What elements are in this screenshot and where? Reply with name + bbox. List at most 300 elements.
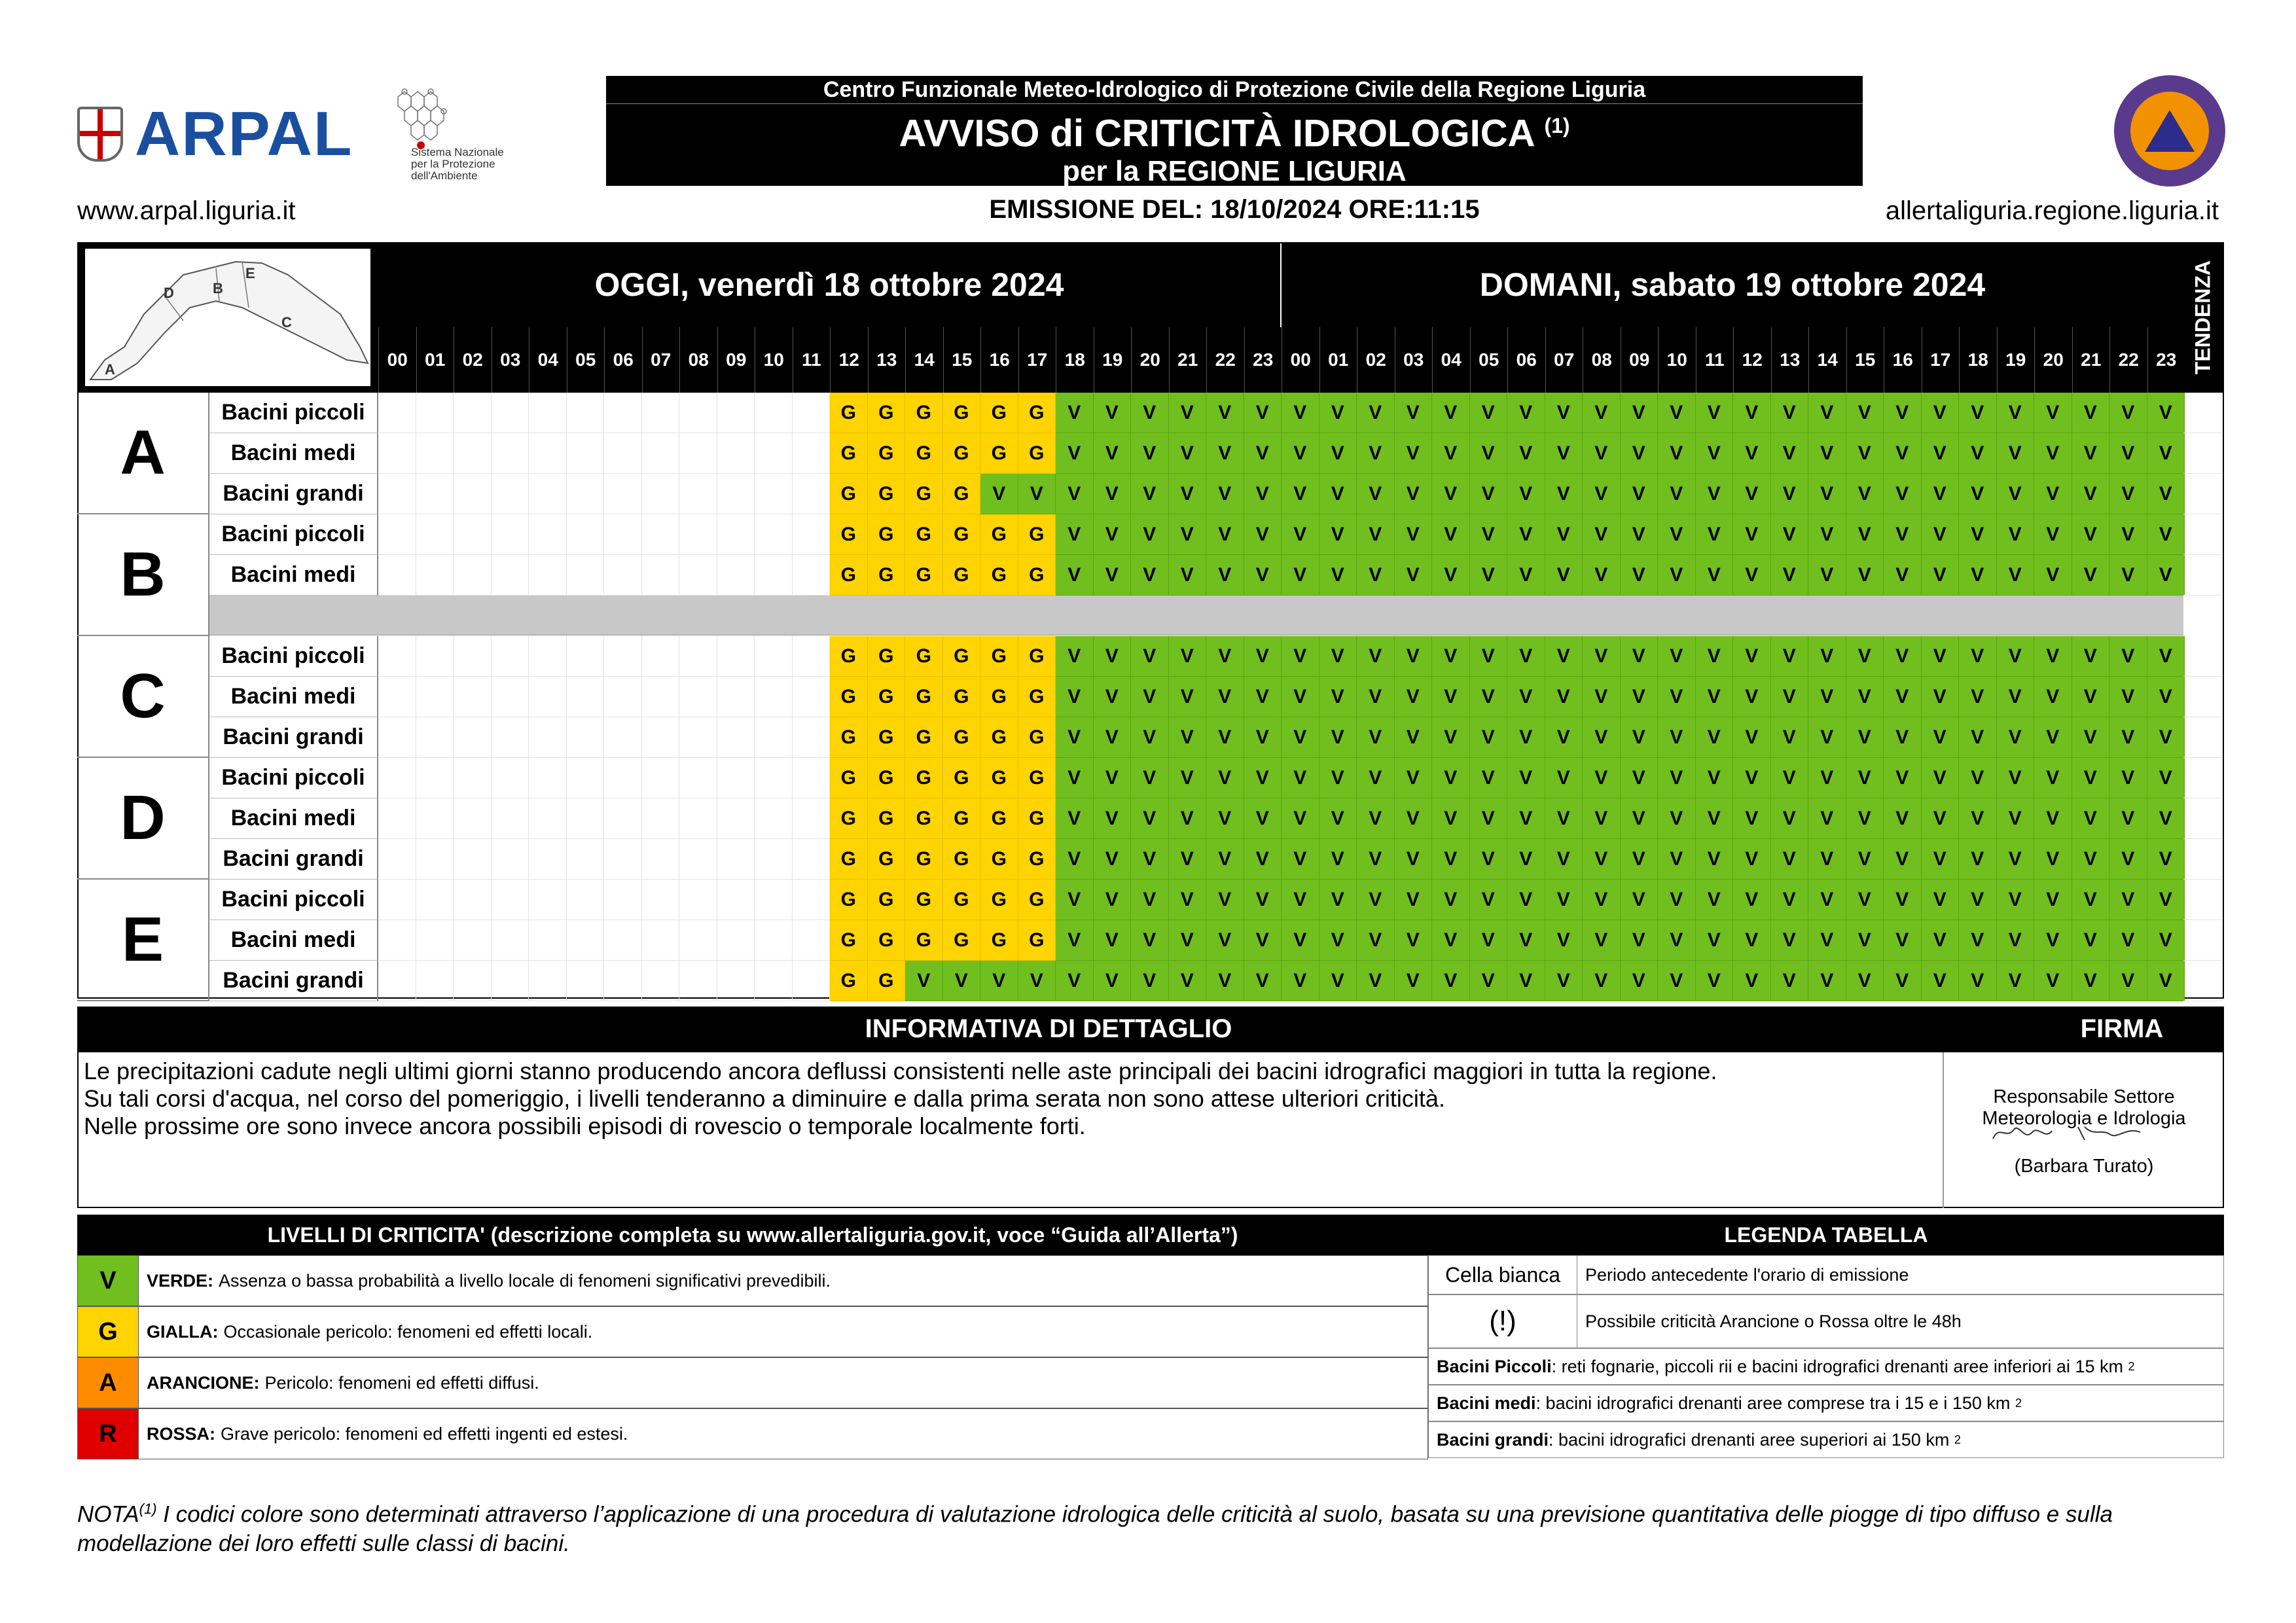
forecast-cell xyxy=(378,393,416,433)
legend-sup: 2 xyxy=(2128,1359,2135,1373)
forecast-cell: G xyxy=(905,393,943,433)
forecast-cell: V xyxy=(1959,677,1997,717)
forecast-cell: V xyxy=(1056,433,1094,474)
forecast-cell: V xyxy=(1244,717,1282,758)
forecast-cell: V xyxy=(1357,677,1395,717)
forecast-cell: V xyxy=(1018,961,1056,1001)
forecast-cell: V xyxy=(1846,717,1884,758)
forecast-cell xyxy=(604,393,642,433)
forecast-cell: V xyxy=(1094,636,1132,677)
info-header xyxy=(77,1007,2224,1052)
forecast-cell: G xyxy=(980,555,1018,596)
forecast-cell: V xyxy=(1997,920,2035,961)
forecast-cell: V xyxy=(1846,880,1884,920)
forecast-cell: V xyxy=(1583,555,1621,596)
forecast-cell: V xyxy=(1884,514,1922,555)
forecast-cell: V xyxy=(1583,880,1621,920)
forecast-cell: V xyxy=(1997,514,2035,555)
forecast-cell: V xyxy=(2147,636,2185,677)
forecast-cell: V xyxy=(1169,798,1207,839)
forecast-cell xyxy=(793,393,831,433)
forecast-cell: V xyxy=(2072,717,2110,758)
forecast-cell: V xyxy=(1959,433,1997,474)
forecast-cell xyxy=(717,393,755,433)
pc-logo-inner xyxy=(2130,92,2209,170)
forecast-cell xyxy=(642,433,680,474)
forecast-cell: V xyxy=(1507,758,1545,798)
legend-piccoli-desc: : reti fognarie, piccoli rii e bacini idrografici drenanti aree inferiori ai 15 km xyxy=(1551,1356,2123,1376)
forecast-cell: V xyxy=(1131,961,1169,1001)
forecast-cell: V xyxy=(1733,717,1771,758)
forecast-cell: V xyxy=(1959,880,1997,920)
forecast-cell: V xyxy=(1583,717,1621,758)
forecast-cell: V xyxy=(1169,961,1207,1001)
forecast-cell: V xyxy=(1621,880,1659,920)
forecast-cell: V xyxy=(1583,677,1621,717)
forecast-cell: V xyxy=(1846,474,1884,514)
forecast-cell: V xyxy=(1959,798,1997,839)
forecast-cell xyxy=(378,555,416,596)
forecast-cell: V xyxy=(1583,798,1621,839)
forecast-cell: V xyxy=(1658,433,1696,474)
forecast-cell: V xyxy=(1094,717,1132,758)
forecast-cell: V xyxy=(2147,798,2185,839)
forecast-cell: V xyxy=(1583,514,1621,555)
forecast-cell xyxy=(679,839,717,880)
forecast-cell: V xyxy=(1507,636,1545,677)
basin-label: Bacini medi xyxy=(209,433,378,474)
forecast-cell: G xyxy=(1018,433,1056,474)
info-line: Su tali corsi d'acqua, nel corso del pomeriggio, i livelli tenderanno a diminuire e dalla prima serata non sono attese ulteriori criticità. xyxy=(84,1085,1445,1112)
forecast-cell xyxy=(642,798,680,839)
firma-title: FIRMA xyxy=(2080,1014,2164,1043)
forecast-cell: V xyxy=(1959,636,1997,677)
forecast-cell: V xyxy=(1884,798,1922,839)
forecast-cell xyxy=(416,555,454,596)
forecast-cell: V xyxy=(1583,961,1621,1001)
forecast-cell: V xyxy=(1094,393,1132,433)
forecast-cell: G xyxy=(1018,798,1056,839)
forecast-cell: V xyxy=(1056,758,1094,798)
forecast-cell: V xyxy=(2147,514,2185,555)
forecast-cell: V xyxy=(1507,474,1545,514)
forecast-cell: V xyxy=(1621,555,1659,596)
basin-label: Bacini grandi xyxy=(209,717,378,758)
forecast-cell: V xyxy=(1169,555,1207,596)
forecast-cell: V xyxy=(1282,393,1319,433)
forecast-cell: V xyxy=(1771,920,1809,961)
forecast-cell: V xyxy=(1470,758,1508,798)
tendenza-cell xyxy=(2183,555,2223,596)
forecast-cell xyxy=(454,393,492,433)
forecast-cell xyxy=(567,514,605,555)
forecast-cell: V xyxy=(2034,636,2072,677)
forecast-cell: V xyxy=(1658,393,1696,433)
forecast-cell: V xyxy=(1470,636,1508,677)
forecast-cell xyxy=(492,717,529,758)
forecast-cell xyxy=(642,839,680,880)
forecast-cell: V xyxy=(1846,555,1884,596)
forecast-cell xyxy=(642,961,680,1001)
title-note: (1) xyxy=(1544,114,1570,137)
info-text xyxy=(84,1058,1929,1140)
hour-header: 05 xyxy=(1470,327,1508,393)
forecast-cell xyxy=(717,839,755,880)
hour-header: 18 xyxy=(1056,327,1094,393)
forecast-cell xyxy=(717,880,755,920)
forecast-cell: V xyxy=(1282,555,1319,596)
forecast-cell xyxy=(604,555,642,596)
forecast-cell: V xyxy=(1621,677,1659,717)
forecast-cell: V xyxy=(2072,636,2110,677)
tendenza-cell xyxy=(2183,433,2223,474)
forecast-cell xyxy=(679,433,717,474)
forecast-cell xyxy=(717,474,755,514)
forecast-cell: G xyxy=(943,758,981,798)
forecast-cell xyxy=(454,758,492,798)
forecast-cell: V xyxy=(1244,677,1282,717)
forecast-cell xyxy=(604,717,642,758)
hour-header: 09 xyxy=(1621,327,1659,393)
forecast-cell: V xyxy=(1658,839,1696,880)
forecast-cell xyxy=(492,920,529,961)
forecast-cell: V xyxy=(1282,717,1319,758)
forecast-cell: V xyxy=(1282,839,1319,880)
forecast-cell: G xyxy=(830,961,868,1001)
forecast-cell: V xyxy=(1846,393,1884,433)
forecast-cell: V xyxy=(1771,636,1809,677)
hour-header: 20 xyxy=(1131,327,1169,393)
forecast-cell xyxy=(454,677,492,717)
basin-label: Bacini piccoli xyxy=(209,514,378,555)
forecast-cell: V xyxy=(943,961,981,1001)
forecast-cell xyxy=(604,677,642,717)
forecast-cell: V xyxy=(1808,555,1846,596)
forecast-cell: V xyxy=(1507,514,1545,555)
forecast-cell: V xyxy=(1733,798,1771,839)
hour-header: 03 xyxy=(492,327,529,393)
forecast-cell: V xyxy=(1545,880,1583,920)
forecast-cell: V xyxy=(2109,717,2147,758)
forecast-cell: V xyxy=(2034,961,2072,1001)
site-link-allerta[interactable]: allertaliguria.regione.liguria.it xyxy=(1885,196,2219,225)
forecast-cell xyxy=(755,433,793,474)
legend-bacini-grandi xyxy=(1428,1421,2224,1458)
hour-header: 01 xyxy=(1319,327,1357,393)
forecast-cell: V xyxy=(1169,636,1207,677)
forecast-cell xyxy=(755,636,793,677)
forecast-cell: V xyxy=(1357,636,1395,677)
forecast-cell: V xyxy=(1771,555,1809,596)
level-desc xyxy=(139,1357,1428,1408)
forecast-cell: V xyxy=(1169,717,1207,758)
forecast-cell: V xyxy=(1470,798,1508,839)
hour-header: 16 xyxy=(1884,327,1922,393)
tendenza-cell xyxy=(2183,839,2223,880)
forecast-cell xyxy=(755,474,793,514)
basin-label: Bacini grandi xyxy=(209,474,378,514)
forecast-cell: V xyxy=(1658,880,1696,920)
forecast-cell: V xyxy=(1357,839,1395,880)
forecast-cell: V xyxy=(1733,433,1771,474)
forecast-cell: V xyxy=(2109,798,2147,839)
footnote-prefix: NOTA xyxy=(77,1501,139,1527)
forecast-cell xyxy=(679,961,717,1001)
handwritten-signature-icon xyxy=(1986,1120,2183,1147)
forecast-cell: V xyxy=(1696,961,1734,1001)
hour-header: 06 xyxy=(604,327,642,393)
forecast-cell: V xyxy=(1169,880,1207,920)
forecast-cell xyxy=(529,798,567,839)
forecast-cell: V xyxy=(1206,839,1244,880)
forecast-cell: V xyxy=(1846,636,1884,677)
forecast-cell: V xyxy=(1432,717,1470,758)
forecast-cell: V xyxy=(1319,880,1357,920)
forecast-cell: V xyxy=(1131,839,1169,880)
forecast-cell: V xyxy=(1808,717,1846,758)
forecast-cell: V xyxy=(1997,961,2035,1001)
forecast-cell: V xyxy=(2147,920,2185,961)
forecast-cell: V xyxy=(1583,636,1621,677)
forecast-cell: V xyxy=(1846,920,1884,961)
hour-header: 07 xyxy=(642,327,680,393)
forecast-cell xyxy=(492,514,529,555)
forecast-cell: V xyxy=(1545,393,1583,433)
forecast-cell: V xyxy=(1997,555,2035,596)
forecast-cell xyxy=(492,636,529,677)
forecast-cell: V xyxy=(1357,717,1395,758)
forecast-cell: G xyxy=(943,920,981,961)
forecast-cell: V xyxy=(1808,880,1846,920)
forecast-cell: V xyxy=(1658,514,1696,555)
forecast-cell xyxy=(492,677,529,717)
hexagon-network-icon xyxy=(385,77,548,149)
forecast-cell: G xyxy=(868,880,906,920)
forecast-cell: V xyxy=(1169,393,1207,433)
pc-triangle-icon xyxy=(2145,110,2195,152)
forecast-cell: V xyxy=(1319,839,1357,880)
forecast-cell xyxy=(529,393,567,433)
title-main: AVVISO di CRITICITÀ IDROLOGICA xyxy=(899,112,1534,155)
forecast-cell: V xyxy=(1470,555,1508,596)
forecast-cell xyxy=(567,555,605,596)
map-label-d: D xyxy=(164,285,174,301)
forecast-cell xyxy=(567,758,605,798)
forecast-cell: V xyxy=(1206,717,1244,758)
forecast-cell: V xyxy=(1094,514,1132,555)
site-link-arpal[interactable]: www.arpal.liguria.it xyxy=(77,196,296,225)
tendenza-cell xyxy=(2183,393,2223,433)
forecast-cell: V xyxy=(1884,677,1922,717)
forecast-cell xyxy=(492,433,529,474)
forecast-cell: V xyxy=(1131,433,1169,474)
forecast-cell: V xyxy=(1470,393,1508,433)
title-line3: per la REGIONE LIGURIA xyxy=(1062,155,1407,188)
forecast-cell: V xyxy=(2034,393,2072,433)
forecast-cell: G xyxy=(980,758,1018,798)
forecast-cell xyxy=(679,555,717,596)
forecast-cell: V xyxy=(1997,677,2035,717)
forecast-cell: V xyxy=(1244,433,1282,474)
forecast-cell xyxy=(378,920,416,961)
forecast-cell: V xyxy=(2147,758,2185,798)
liguria-map-icon xyxy=(85,249,370,386)
forecast-cell xyxy=(755,393,793,433)
hour-header: 17 xyxy=(1018,327,1056,393)
forecast-cell xyxy=(604,758,642,798)
forecast-cell xyxy=(378,433,416,474)
legend-grandi-name: Bacini grandi xyxy=(1437,1429,1549,1450)
level-code-r: R xyxy=(77,1408,139,1459)
forecast-cell: V xyxy=(1771,433,1809,474)
forecast-cell: V xyxy=(1282,433,1319,474)
forecast-cell xyxy=(793,717,831,758)
forecast-cell: V xyxy=(2147,717,2185,758)
forecast-cell: V xyxy=(1997,880,2035,920)
forecast-cell: V xyxy=(1733,474,1771,514)
forecast-cell xyxy=(793,514,831,555)
hour-header: 06 xyxy=(1507,327,1545,393)
forecast-cell xyxy=(378,636,416,677)
forecast-cell: V xyxy=(1244,839,1282,880)
forecast-cell: G xyxy=(943,393,981,433)
forecast-cell: V xyxy=(1621,839,1659,880)
forecast-cell: V xyxy=(1206,393,1244,433)
hour-header: 00 xyxy=(1282,327,1319,393)
forecast-cell: V xyxy=(980,961,1018,1001)
forecast-cell: V xyxy=(1997,758,2035,798)
forecast-cell: V xyxy=(1357,393,1395,433)
forecast-cell: V xyxy=(1131,798,1169,839)
forecast-cell: V xyxy=(1621,393,1659,433)
forecast-cell: V xyxy=(1094,555,1132,596)
forecast-cell: V xyxy=(1621,920,1659,961)
forecast-cell: V xyxy=(1432,677,1470,717)
forecast-cell: V xyxy=(1131,880,1169,920)
forecast-cell: V xyxy=(1206,758,1244,798)
hour-header: 15 xyxy=(943,327,981,393)
hour-header: 14 xyxy=(1808,327,1846,393)
hour-header: 08 xyxy=(679,327,717,393)
forecast-cell: V xyxy=(1470,433,1508,474)
forecast-cell: V xyxy=(1470,514,1508,555)
forecast-cell: V xyxy=(1507,717,1545,758)
forecast-cell: V xyxy=(2147,839,2185,880)
title-line2 xyxy=(606,104,1863,155)
forecast-cell xyxy=(717,961,755,1001)
forecast-cell: V xyxy=(2109,555,2147,596)
forecast-cell xyxy=(567,393,605,433)
level-name: ARANCIONE: xyxy=(147,1372,260,1393)
forecast-cell: G xyxy=(868,433,906,474)
forecast-cell: G xyxy=(905,636,943,677)
forecast-cell xyxy=(416,433,454,474)
tendenza-cell xyxy=(2183,758,2223,798)
forecast-cell xyxy=(378,677,416,717)
forecast-cell: V xyxy=(1432,798,1470,839)
forecast-cell: G xyxy=(830,798,868,839)
level-code-a: A xyxy=(77,1357,139,1408)
forecast-cell: V xyxy=(1395,393,1433,433)
forecast-cell xyxy=(529,839,567,880)
forecast-cell xyxy=(717,514,755,555)
forecast-cell: V xyxy=(1884,880,1922,920)
forecast-cell: V xyxy=(1432,636,1470,677)
forecast-cell: V xyxy=(1545,920,1583,961)
forecast-cell xyxy=(454,636,492,677)
firma-box xyxy=(1943,1052,2224,1208)
forecast-cell: V xyxy=(1696,920,1734,961)
forecast-cell: V xyxy=(1131,514,1169,555)
forecast-cell: V xyxy=(1545,433,1583,474)
hour-header: 02 xyxy=(454,327,492,393)
hour-header: 21 xyxy=(1169,327,1207,393)
forecast-cell: G xyxy=(980,677,1018,717)
forecast-cell: G xyxy=(905,433,943,474)
forecast-cell: V xyxy=(1621,636,1659,677)
forecast-cell xyxy=(567,636,605,677)
forecast-cell: G xyxy=(980,636,1018,677)
forecast-cell: V xyxy=(1658,636,1696,677)
hour-header: 11 xyxy=(793,327,831,393)
forecast-cell: V xyxy=(1771,961,1809,1001)
forecast-cell: V xyxy=(1357,961,1395,1001)
forecast-cell: V xyxy=(2109,474,2147,514)
forecast-cell: V xyxy=(1583,758,1621,798)
forecast-cell xyxy=(529,880,567,920)
forecast-cell: V xyxy=(1169,839,1207,880)
forecast-cell: V xyxy=(1056,677,1094,717)
forecast-cell: V xyxy=(2034,880,2072,920)
forecast-cell xyxy=(529,677,567,717)
forecast-cell: V xyxy=(1583,839,1621,880)
forecast-cell: V xyxy=(1621,798,1659,839)
forecast-cell: V xyxy=(1733,920,1771,961)
zone-map xyxy=(77,242,378,393)
forecast-cell: G xyxy=(905,474,943,514)
hour-header: 23 xyxy=(1244,327,1282,393)
title-line1: Centro Funzionale Meteo-Idrologico di Protezione Civile della Regione Liguria xyxy=(606,76,1863,104)
forecast-cell xyxy=(567,839,605,880)
forecast-cell xyxy=(793,839,831,880)
forecast-cell: G xyxy=(943,798,981,839)
forecast-cell: G xyxy=(980,798,1018,839)
forecast-cell: V xyxy=(1922,514,1960,555)
forecast-cell: V xyxy=(1884,717,1922,758)
forecast-cell: V xyxy=(1282,636,1319,677)
forecast-cell: V xyxy=(2072,880,2110,920)
level-name: ROSSA: xyxy=(147,1423,216,1444)
hour-header: 01 xyxy=(416,327,454,393)
forecast-cell: V xyxy=(1733,880,1771,920)
forecast-cell: V xyxy=(2034,798,2072,839)
forecast-cell: V xyxy=(1922,677,1960,717)
forecast-cell: V xyxy=(1959,555,1997,596)
basin-label: Bacini medi xyxy=(209,798,378,839)
forecast-cell xyxy=(755,514,793,555)
forecast-cell: G xyxy=(830,880,868,920)
forecast-cell: V xyxy=(1621,514,1659,555)
forecast-cell: V xyxy=(1169,920,1207,961)
forecast-cell: V xyxy=(1395,433,1433,474)
forecast-cell xyxy=(755,961,793,1001)
tendenza-cell xyxy=(2183,677,2223,717)
arpal-logo-text: ARPAL xyxy=(135,99,353,169)
forecast-cell: G xyxy=(830,758,868,798)
forecast-cell: V xyxy=(1959,514,1997,555)
hour-header: 07 xyxy=(1545,327,1583,393)
forecast-cell: V xyxy=(2109,393,2147,433)
